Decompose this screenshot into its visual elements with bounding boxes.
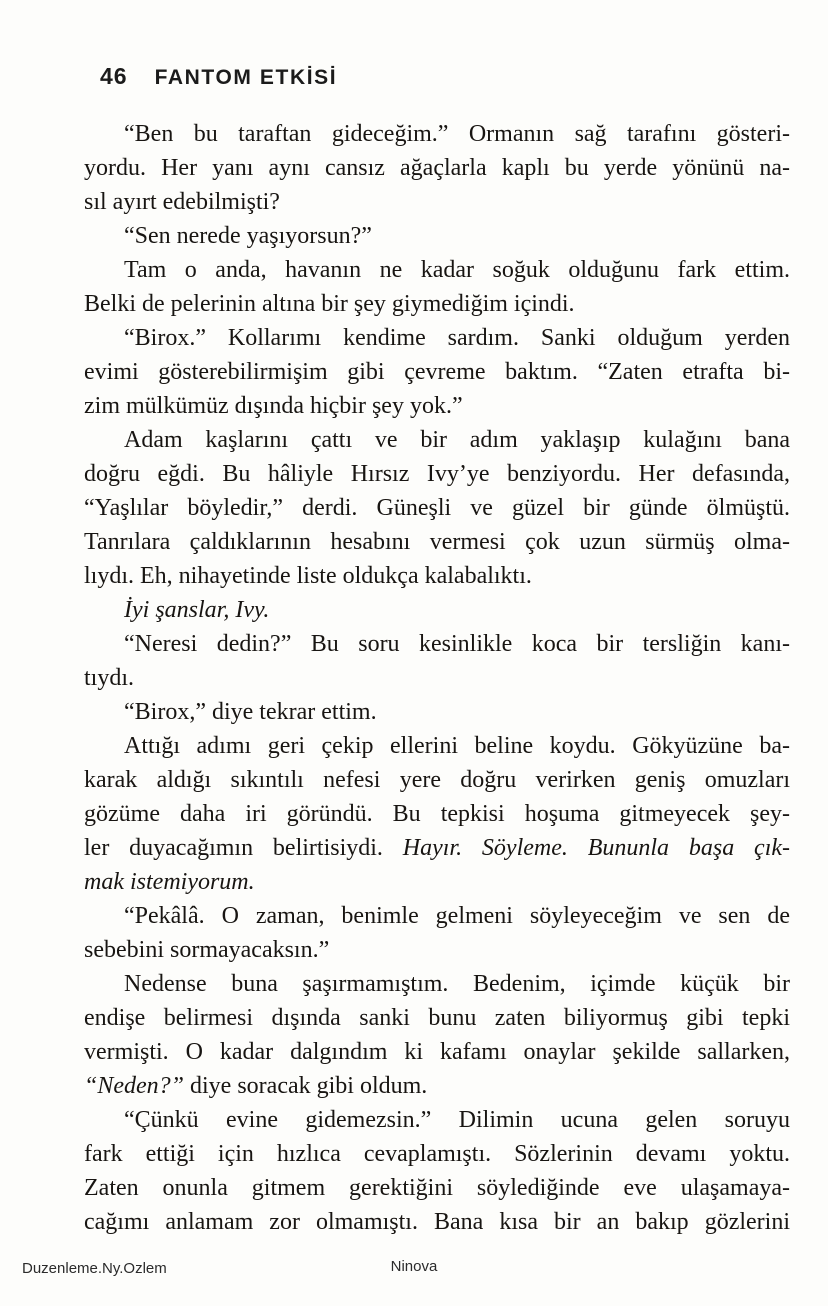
text-line <box>84 899 790 933</box>
text-line <box>84 321 790 355</box>
text-segment: karak aldığı sıkıntılı nefesi yere doğru verirken geniş omuzları <box>84 767 790 793</box>
text-line <box>84 1171 790 1205</box>
text-line <box>84 797 790 831</box>
text-segment: “Pekâlâ. O zaman, benimle gelmeni söyleyeceğim ve sen de <box>124 903 790 929</box>
text-line <box>84 253 790 287</box>
text-line <box>84 287 790 321</box>
running-title: FANTOM ETKİSİ <box>154 66 338 89</box>
text-segment: cağımı anlamam zor olmamıştı. Bana kısa bir an bakıp gözlerini <box>84 1209 790 1235</box>
text-segment: zim mülkümüz dışında hiçbir şey yok.” <box>84 393 463 419</box>
text-segment: sebebini sormayacaksın.” <box>84 937 330 963</box>
text-segment-italic: Hayır. Söyleme. Bununla başa çık- <box>402 835 791 861</box>
text-segment: fark ettiği için hızlıca cevaplamıştı. Sözlerinin devamı yoktu. <box>84 1141 790 1167</box>
text-line <box>84 117 790 151</box>
text-line <box>84 1001 790 1035</box>
footer-source: Ninova <box>390 1258 438 1275</box>
text-segment: ler duyacağımın belirtisiydi. <box>84 835 403 861</box>
text-segment: lıydı. Eh, nihayetinde liste oldukça kalabalıktı. <box>84 563 532 589</box>
text-line <box>84 865 790 899</box>
text-segment-italic: “Neden?” <box>84 1073 191 1099</box>
text-line <box>84 491 790 525</box>
page-footer <box>0 1258 828 1282</box>
text-segment: “Birox,” diye tekrar ettim. <box>124 699 377 725</box>
text-line <box>84 219 790 253</box>
text-segment: Tam o anda, havanın ne kadar soğuk olduğunu fark ettim. <box>124 257 790 283</box>
text-segment: “Neresi dedin?” Bu soru kesinlikle koca bir tersliğin kanı- <box>124 631 790 657</box>
footer-credit: Duzenleme.Ny.Ozlem <box>22 1260 167 1277</box>
text-segment: yordu. Her yanı aynı cansız ağaçlarla kaplı bu yerde yönünü na- <box>84 155 790 181</box>
text-segment: tıydı. <box>84 665 135 691</box>
text-line <box>84 1137 790 1171</box>
text-line <box>84 525 790 559</box>
text-line <box>84 695 790 729</box>
text-segment: “Çünkü evine gidemezsin.” Dilimin ucuna gelen soruyu <box>124 1107 790 1133</box>
text-segment: evimi gösterebilirmişim gibi çevreme baktım. “Zaten etrafta bi- <box>84 359 790 385</box>
text-line <box>84 933 790 967</box>
text-line <box>84 661 790 695</box>
text-line <box>84 967 790 1001</box>
text-segment: Nedense buna şaşırmamıştım. Bedenim, içimde küçük bir <box>124 971 790 997</box>
text-segment: vermişti. O kadar dalgındım ki kafamı onaylar şekilde sallarken, <box>84 1039 790 1065</box>
text-line <box>84 763 790 797</box>
text-segment: “Sen nerede yaşıyorsun?” <box>124 223 372 249</box>
text-segment: gözüme daha iri göründü. Bu tepkisi hoşuma gitmeyecek şey- <box>84 801 790 827</box>
text-line <box>84 423 790 457</box>
text-line <box>84 1069 790 1103</box>
text-line <box>84 185 790 219</box>
text-segment-italic: İyi şanslar, Ivy. <box>124 597 270 623</box>
text-line <box>84 389 790 423</box>
text-segment: Zaten onunla gitmem gerektiğini söylediğinde eve ulaşamaya- <box>84 1175 790 1201</box>
text-segment: Tanrılara çaldıklarının hesabını vermesi çok uzun sürmüş olma- <box>84 529 790 555</box>
text-segment: sıl ayırt edebilmişti? <box>84 189 280 215</box>
text-line <box>84 151 790 185</box>
text-line <box>84 593 790 627</box>
text-segment: Adam kaşlarını çattı ve bir adım yaklaşıp kulağını bana <box>124 427 790 453</box>
text-segment: Attığı adımı geri çekip ellerini beline koydu. Gökyüzüne ba- <box>124 733 790 759</box>
text-line <box>84 1035 790 1069</box>
text-line <box>84 1205 790 1239</box>
page-number: 46 <box>100 63 128 89</box>
text-segment: “Ben bu taraftan gideceğim.” Ormanın sağ tarafını gösteri- <box>124 121 790 147</box>
text-line <box>84 355 790 389</box>
text-segment: endişe belirmesi dışında sanki bunu zaten biliyormuş gibi tepki <box>84 1005 790 1031</box>
text-segment: Belki de pelerinin altına bir şey giymediğim içindi. <box>84 291 575 317</box>
text-line <box>84 627 790 661</box>
text-segment: “Yaşlılar böyledir,” derdi. Güneşli ve güzel bir günde ölmüştü. <box>84 495 790 521</box>
text-segment: “Birox.” Kollarımı kendime sardım. Sanki olduğum yerden <box>124 325 790 351</box>
text-segment-italic: mak istemiyorum. <box>84 869 255 895</box>
text-segment: diye soracak gibi oldum. <box>190 1073 428 1099</box>
body-text <box>84 117 790 1239</box>
page-header <box>100 63 337 90</box>
text-segment: doğru eğdi. Bu hâliyle Hırsız Ivy’ye benziyordu. Her defasında, <box>84 461 790 487</box>
text-line <box>84 457 790 491</box>
text-line <box>84 831 790 865</box>
text-line <box>84 729 790 763</box>
text-line <box>84 1103 790 1137</box>
text-line <box>84 559 790 593</box>
